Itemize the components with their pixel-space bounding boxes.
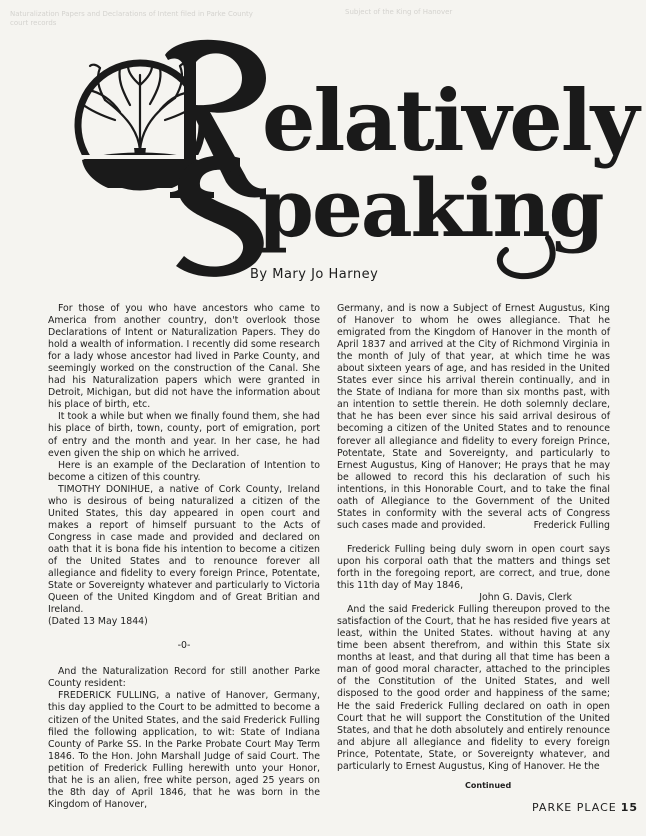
paragraph: Here is an example of the Declaration of Intention to become a citizen of this country. — [48, 459, 320, 483]
article-masthead — [0, 0, 646, 290]
article-byline: By Mary Jo Harney — [250, 267, 379, 282]
page-footer — [532, 801, 638, 814]
paragraph: Frederick Fulling being duly sworn in open court says upon his corporal oath that the matters and things set forth in the foregoing report, are correct, and true, done this 11th day of May 1846, — [337, 543, 610, 592]
masthead-art — [0, 0, 646, 290]
paragraph-gap — [337, 532, 610, 544]
title-line-2: peaking — [258, 161, 603, 255]
section-separator: -0- — [177, 640, 191, 652]
paragraph-text: Germany, and is now a Subject of Ernest Augustus, King of Hanover to whom he owes allegiance. That he emigrated from the Kingdom of Hanover in the month of April 1837 and arrived at the City of Richmond Virginia in the month of July of that year, at which time he was about sixteen years of age, and has resided in the United States ever since his arrival therein continually, and in the State of Indiana for more than six months past, with an intention to settle therein. He doth solemnly declare, that he has been ever since his said arrival desirous of becoming a citizen of the United States and to renounce forever all allegiance and fidelity to every foreign Prince, Potentate, State and Sovereignty, and particularly to Ernest Augustus, King of Hanover; He prays that he may be allowed to record this his declaration of such his intentions, in this Honorable Court, and to take the final oath of Allegiance to the Government of the United States in conformity with the several acts of Congress such cases made and provided. — [337, 303, 610, 531]
paragraph: FREDERICK FULLING, a native of Hanover, Germany, this day applied to the Court to be admitted to become a citizen of the United States, and the said Frederick Fulling filed the following application, to wit: State of Indiana County of Parke SS. In the Parke Probate Court May Term 1846. To the Hon. John Marshall Judge of said Court. The petition of Frederick Fulling herewith unto your Honor, that he is an alien, free white person, aged 25 years on the 8th day of April 1846, that he was born in the Kingdom of Hanover, — [48, 690, 320, 810]
paragraph: It took a while but when we finally found them, she had his place of birth, town, county, port of emigration, port of entry and the month and year. In her case, he had even given the ship on which he arrived. — [48, 411, 320, 459]
page-number: 15 — [620, 801, 639, 814]
paragraph: TIMOTHY DONIHUE, a native of Cork County, Ireland who is desirous of being naturalized a citizen of the United States, this day appeared in open court and makes a report of himself pursuant to the Acts of Congress in case made and provided and declared on oath that it is bona fide his intention to become a citizen of the United States and to renounce forever all allegiance and fidelity to every foreign Prince, Potentate, State or Sovereignty whatever and particularly to Victoria Queen of the United Kingdom and of Great Britian and Ireland. — [48, 483, 320, 616]
date-note: (Dated 13 May 1844) — [48, 616, 148, 628]
publication-name: PARKE PLACE — [532, 801, 617, 814]
decorative-s — [176, 156, 264, 277]
paragraph: And the said Frederick Fulling thereupon proved to the satisfaction of the Court, that he has resided five years at least, within the United States. without having at any time been absent therefrom, and within this State six months at least, and that during all that time has been a man of good moral character, attached to the principles of the Constitution of the United States, and well disposed to the good order and happiness of the same; He the said Frederick Fulling declared on oath in open Court that he will support the Constitution of the United States, and that he doth absolutely and entirely renounce and abjure all allegiance and fidelity to every foreign Prince, Potentate, State, or Sovereignty whatever, and particularly to Ernest Augustus, King of Hanover. He the — [337, 604, 610, 772]
paragraph — [337, 303, 610, 532]
tree-emblem-icon — [78, 63, 202, 188]
signature-name: Frederick Fulling — [533, 519, 610, 531]
paragraph: And the Naturalization Record for still another Parke County resident: — [48, 666, 320, 690]
bleed-text-left: Naturalization Papers and Declarations of Intent filed in Parke County court records — [10, 10, 253, 27]
left-column — [48, 303, 320, 811]
title-line-1: elatively — [262, 71, 638, 170]
paragraph: For those of you who have ancestors who came to America from another country, don't overlook those Declarations of Intent or Naturalization Papers. They do hold a wealth of information. I recently did some research for a lady whose ancestor had lived in Parke County, and seemingly worked on the construction of the Canal. She had his Naturalization papers which were granted in Detroit, Michigan, but did not have the information about his place of birth, etc. — [48, 303, 320, 411]
right-column — [337, 303, 610, 773]
bleed-text-right: Subject of the King of Hanover — [345, 8, 453, 16]
clerk-signature: John G. Davis, Clerk — [479, 592, 572, 604]
continued-label: Continued — [465, 781, 512, 790]
